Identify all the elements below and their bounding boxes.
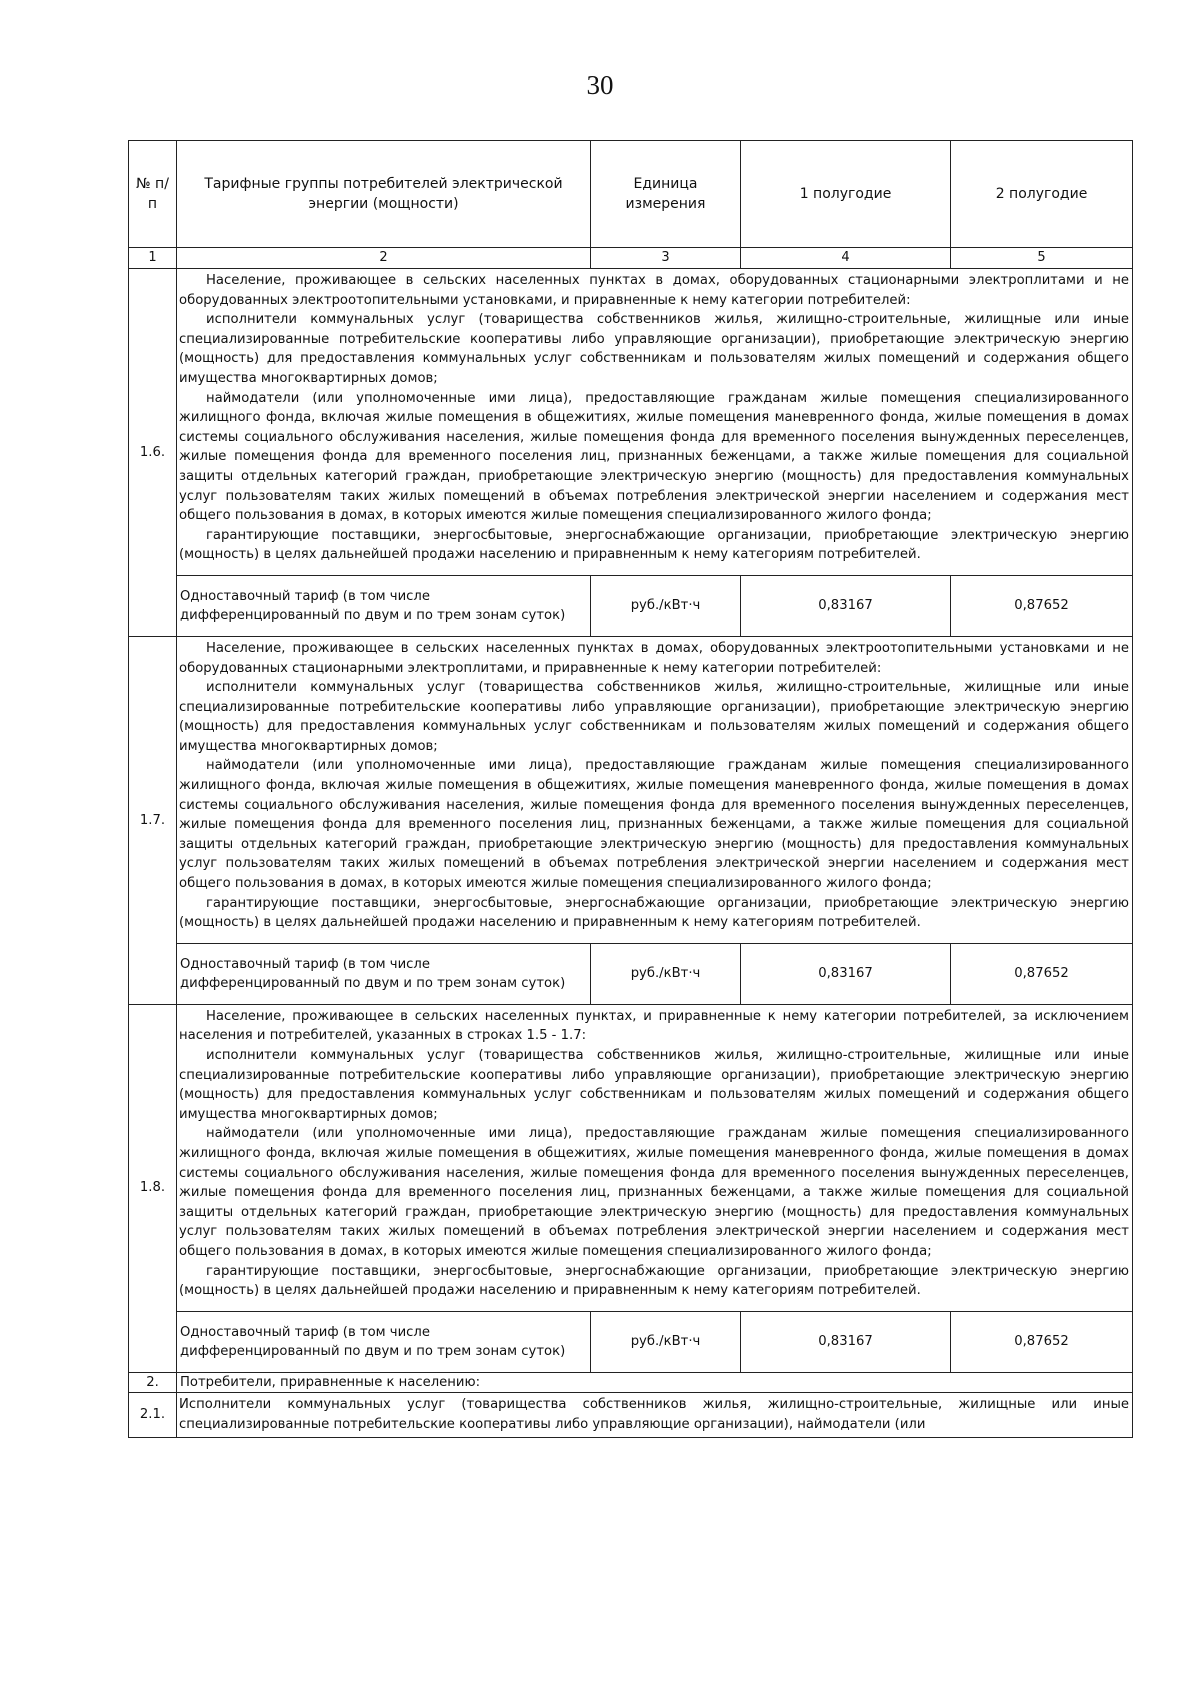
row-text [177, 1393, 1133, 1437]
tariff-row [129, 943, 1133, 1004]
column-number: 5 [951, 248, 1133, 269]
description-paragraph: гарантирующие поставщики, энергосбытовые, энергоснабжающие организации, приобретающие электрическую энергию (мощность) в целях дальнейшей продажи населению и приравненным к нему категориям потребителей. [179, 895, 1129, 931]
description-paragraph: Исполнители коммунальных услуг (товарищества собственников жилья, жилищно-строительные, жилищные или иные специализированные потребительские кооперативы либо управляющие организации), наймодатели (или [179, 1397, 1129, 1432]
tariff-row [129, 575, 1133, 636]
description-paragraph: Население, проживающее в сельских населенных пунктах, и приравненные к нему категории потребителей, за исключением населения и потребителей, указанных в строках 1.5 - 1.7: [179, 1008, 1129, 1044]
tariff-row [129, 1311, 1133, 1372]
description-paragraph: исполнители коммунальных услуг (товарищества собственников жилья, жилищно-строительные, жилищные или иные специализированные потребительские кооперативы либо управляющие организации), приобретающие электрическую энергию (мощность) для предоставления коммунальных услуг собственникам и пользователям жилых помещений и содержания общего имущества многоквартирных домов; [179, 680, 1129, 754]
tariff-half-2: 0,87652 [951, 1311, 1133, 1372]
section-description [177, 1004, 1133, 1311]
section-row-1-7 [129, 636, 1133, 943]
tariff-half-2: 0,87652 [951, 943, 1133, 1004]
column-number: 1 [129, 248, 177, 269]
row-number: 2. [129, 1372, 177, 1393]
description-paragraph: Население, проживающее в сельских населенных пунктах в домах, оборудованных стационарными электроплитами и не оборудованных электроотопительными установками, и приравненные к нему категории потребителей: [179, 273, 1129, 308]
tariff-unit: руб./кВт·ч [591, 1311, 741, 1372]
header-half-1: 1 полугодие [741, 141, 951, 248]
header-unit: Единица измерения [591, 141, 741, 248]
section-row-1-6 [129, 269, 1133, 576]
tariff-label: Одноставочный тариф (в том числе дифференцированный по двум и по трем зонам суток) [177, 575, 591, 636]
section-row-1-8 [129, 1004, 1133, 1311]
section-row-2-1 [129, 1393, 1133, 1437]
column-number: 2 [177, 248, 591, 269]
tariff-label: Одноставочный тариф (в том числе дифференцированный по двум и по трем зонам суток) [177, 943, 591, 1004]
tariff-table-container [128, 140, 1132, 1438]
tariff-half-2: 0,87652 [951, 575, 1133, 636]
description-paragraph: исполнители коммунальных услуг (товарищества собственников жилья, жилищно-строительные, жилищные или иные специализированные потребительские кооперативы либо управляющие организации), приобретающие электрическую энергию (мощность) для предоставления коммунальных услуг собственникам и пользователям жилых помещений и содержания общего имущества многоквартирных домов; [179, 1048, 1129, 1122]
description-paragraph: гарантирующие поставщики, энергосбытовые, энергоснабжающие организации, приобретающие электрическую энергию (мощность) в целях дальнейшей продажи населению и приравненным к нему категориям потребителей. [179, 527, 1129, 563]
header-half-2: 2 полугодие [951, 141, 1133, 248]
row-number: 2.1. [129, 1393, 177, 1437]
tariff-unit: руб./кВт·ч [591, 943, 741, 1004]
description-paragraph: гарантирующие поставщики, энергосбытовые, энергоснабжающие организации, приобретающие электрическую энергию (мощность) в целях дальнейшей продажи населению и приравненным к нему категориям потребителей. [179, 1263, 1129, 1299]
column-number: 3 [591, 248, 741, 269]
header-number: № п/п [129, 141, 177, 248]
tariff-unit: руб./кВт·ч [591, 575, 741, 636]
header-tariff-group: Тарифные группы потребителей электрической энергии (мощности) [177, 141, 591, 248]
tariff-label: Одноставочный тариф (в том числе дифференцированный по двум и по трем зонам суток) [177, 1311, 591, 1372]
tariff-half-1: 0,83167 [741, 575, 951, 636]
tariff-half-1: 0,83167 [741, 1311, 951, 1372]
section-row-2 [129, 1372, 1133, 1393]
row-number: 1.6. [129, 269, 177, 637]
description-paragraph: исполнители коммунальных услуг (товарищества собственников жилья, жилищно-строительные, жилищные или иные специализированные потребительские кооперативы либо управляющие организации), приобретающие электрическую энергию (мощность) для предоставления коммунальных услуг собственникам и пользователям жилых помещений и содержания общего имущества многоквартирных домов; [179, 312, 1129, 386]
tariff-half-1: 0,83167 [741, 943, 951, 1004]
section-description [177, 269, 1133, 576]
row-number: 1.8. [129, 1004, 177, 1372]
header-row [129, 141, 1133, 248]
description-paragraph: Население, проживающее в сельских населенных пунктах в домах, оборудованных электроотопительными установками и не оборудованных стационарными электроплитами, и приравненные к нему категории потребителей: [179, 640, 1129, 676]
description-paragraph: наймодатели (или уполномоченные ими лица), предоставляющие гражданам жилые помещения специализированного жилищного фонда, включая жилые помещения в общежитиях, жилые помещения маневренного фонда, жилые помещения в домах системы социального обслуживания населения, жилые помещения фонда для временного поселения вынужденных переселенцев, жилые помещения фонда для временного поселения лиц, признанных беженцами, а также жилые помещения для социальной защиты отдельных категорий граждан, приобретающие электрическую энергию (мощность) для предоставления коммунальных услуг пользователям таких жилых помещений в объемах потребления электрической энергии населением и содержания мест общего пользования в домах, в которых имеются жилые помещения специализированного жилого фонда; [179, 1126, 1129, 1259]
tariff-table [128, 140, 1133, 1438]
page-number: 30 [586, 70, 614, 100]
description-paragraph: наймодатели (или уполномоченные ими лица), предоставляющие гражданам жилые помещения специализированного жилищного фонда, включая жилые помещения в общежитиях, жилые помещения маневренного фонда, жилые помещения в домах системы социального обслуживания населения, жилые помещения фонда для временного поселения вынужденных переселенцев, жилые помещения фонда для временного поселения лиц, признанных беженцами, а также жилые помещения для социальной защиты отдельных категорий граждан, приобретающие электрическую энергию (мощность) для предоставления коммунальных услуг пользователям таких жилых помещений в объемах потребления электрической энергии населением и содержания мест общего пользования в домах, в которых имеются жилые помещения специализированного жилого фонда; [179, 758, 1129, 892]
column-number: 4 [741, 248, 951, 269]
row-number: 1.7. [129, 636, 177, 1004]
description-paragraph: наймодатели (или уполномоченные ими лица), предоставляющие гражданам жилые помещения специализированного жилищного фонда, включая жилые помещения в общежитиях, жилые помещения маневренного фонда, жилые помещения в домах системы социального обслуживания населения, жилые помещения фонда для временного поселения вынужденных переселенцев, жилые помещения фонда для временного поселения лиц, признанных беженцами, а также жилые помещения для социальной защиты отдельных категорий граждан, приобретающие электрическую энергию (мощность) для предоставления коммунальных услуг пользователям таких жилых помещений в объемах потребления электрической энергии населением и содержания мест общего пользования в домах, в которых имеются жилые помещения специализированного жилого фонда; [179, 390, 1129, 524]
section-description [177, 636, 1133, 943]
column-number-row [129, 248, 1133, 269]
row-text: Потребители, приравненные к населению: [177, 1372, 1133, 1393]
